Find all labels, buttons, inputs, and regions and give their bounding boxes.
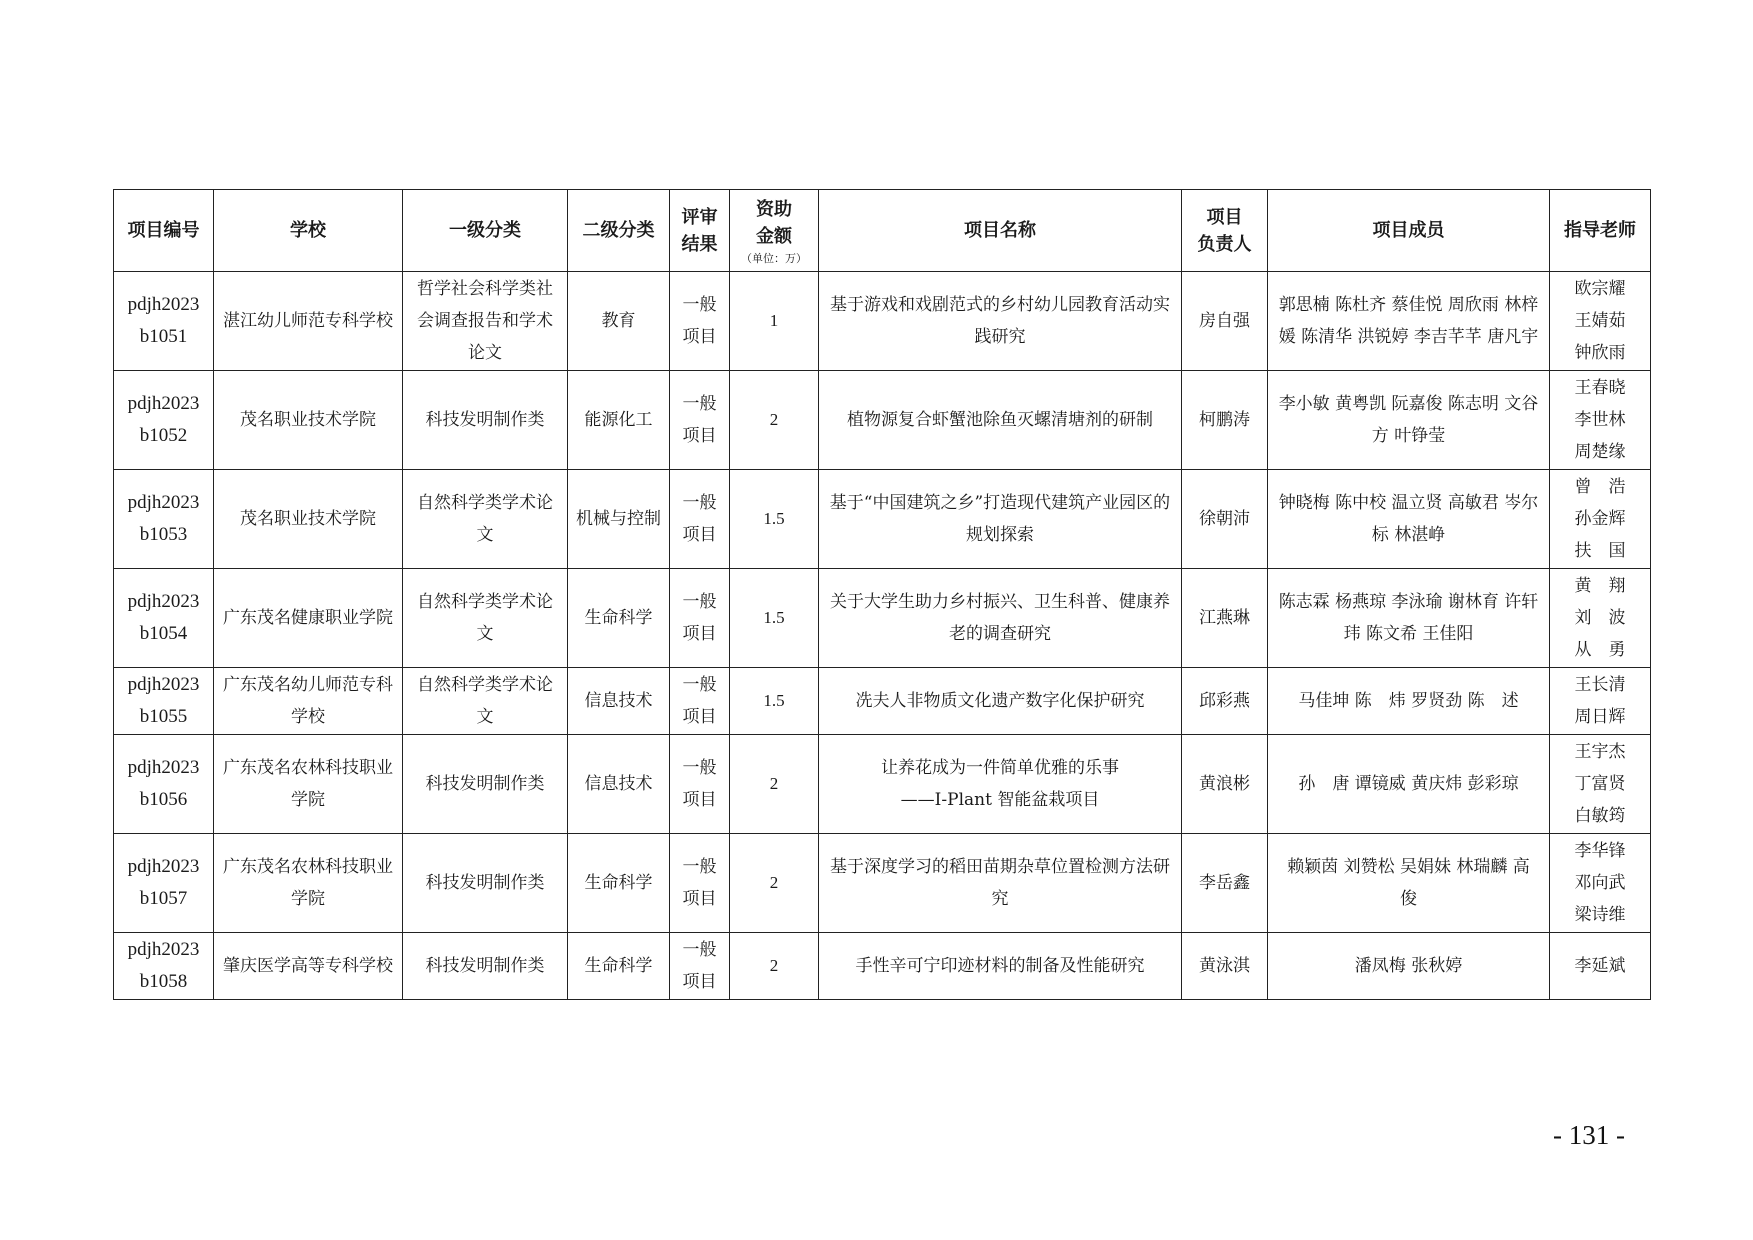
code-line2: b1058 bbox=[139, 971, 188, 992]
code-line1: pdjh2023 bbox=[127, 674, 200, 695]
advisor-2: 丁富贤 bbox=[1574, 774, 1626, 794]
name-cell bbox=[819, 735, 1182, 834]
advisors-cell bbox=[1550, 834, 1651, 933]
name-cell: 手性辛可宁印迹材料的制备及性能研究 bbox=[819, 933, 1182, 1000]
header-amount-line2: 金额 bbox=[756, 225, 792, 247]
members-cell: 陈志霖 杨燕琼 李泳瑜 谢林育 许轩玮 陈文希 王佳阳 bbox=[1268, 569, 1550, 668]
code-line2: b1052 bbox=[139, 425, 188, 446]
code-line2: b1051 bbox=[139, 326, 188, 347]
header-members: 项目成员 bbox=[1268, 190, 1550, 272]
category1-cell: 自然科学类学术论文 bbox=[403, 569, 568, 668]
project-code bbox=[114, 735, 214, 834]
category2-cell: 信息技术 bbox=[568, 668, 670, 735]
result-cell: 一般项目 bbox=[670, 272, 730, 371]
category1-cell: 科技发明制作类 bbox=[403, 834, 568, 933]
table-row bbox=[114, 272, 1651, 371]
name-cell: 基于深度学习的稻田苗期杂草位置检测方法研究 bbox=[819, 834, 1182, 933]
page-number: - 131 - bbox=[1553, 1120, 1625, 1150]
amount-cell: 1.5 bbox=[730, 668, 819, 735]
advisors-cell bbox=[1550, 371, 1651, 470]
advisor-2: 王婧茹 bbox=[1574, 311, 1626, 331]
category2-cell: 信息技术 bbox=[568, 735, 670, 834]
category1-cell: 哲学社会科学类社会调查报告和学术论文 bbox=[403, 272, 568, 371]
amount-cell: 1.5 bbox=[730, 470, 819, 569]
advisors-cell bbox=[1550, 272, 1651, 371]
project-code bbox=[114, 668, 214, 735]
school-cell: 肇庆医学高等专科学校 bbox=[214, 933, 403, 1000]
result-cell: 一般项目 bbox=[670, 834, 730, 933]
category2-cell: 机械与控制 bbox=[568, 470, 670, 569]
category1-cell: 科技发明制作类 bbox=[403, 371, 568, 470]
members-cell: 马佳坤 陈 炜 罗贤劲 陈 述 bbox=[1268, 668, 1550, 735]
project-code bbox=[114, 933, 214, 1000]
advisors-cell bbox=[1550, 668, 1651, 735]
advisor-2: 周日辉 bbox=[1574, 707, 1626, 727]
advisor-3: 钟欣雨 bbox=[1574, 343, 1626, 363]
advisors-cell bbox=[1550, 933, 1651, 1000]
leader-cell: 徐朝沛 bbox=[1182, 470, 1268, 569]
leader-cell: 黄浪彬 bbox=[1182, 735, 1268, 834]
header-amount bbox=[730, 190, 819, 272]
school-cell: 广东茂名农林科技职业学院 bbox=[214, 834, 403, 933]
header-row bbox=[114, 190, 1651, 272]
project-code bbox=[114, 272, 214, 371]
code-line1: pdjh2023 bbox=[127, 492, 200, 513]
code-line2: b1054 bbox=[139, 623, 188, 644]
code-line1: pdjh2023 bbox=[127, 939, 200, 960]
advisor-2: 刘 波 bbox=[1574, 608, 1626, 628]
leader-cell: 邱彩燕 bbox=[1182, 668, 1268, 735]
members-cell: 孙 唐 谭镜威 黄庆炜 彭彩琼 bbox=[1268, 735, 1550, 834]
projects-table bbox=[113, 189, 1651, 1000]
result-cell: 一般项目 bbox=[670, 371, 730, 470]
category2-cell: 生命科学 bbox=[568, 834, 670, 933]
category2-cell: 生命科学 bbox=[568, 569, 670, 668]
category1-cell: 自然科学类学术论文 bbox=[403, 470, 568, 569]
advisors-cell bbox=[1550, 470, 1651, 569]
header-category2: 二级分类 bbox=[568, 190, 670, 272]
amount-cell: 2 bbox=[730, 735, 819, 834]
header-result bbox=[670, 190, 730, 272]
members-cell: 潘凤梅 张秋婷 bbox=[1268, 933, 1550, 1000]
leader-cell: 柯鹏涛 bbox=[1182, 371, 1268, 470]
advisor-1: 李华锋 bbox=[1574, 841, 1626, 861]
header-leader-line1: 项目 bbox=[1206, 206, 1243, 228]
header-amount-unit: （单位：万） bbox=[741, 251, 807, 265]
advisor-1: 欧宗耀 bbox=[1574, 279, 1626, 299]
code-line2: b1057 bbox=[139, 888, 188, 909]
name-cell: 基于游戏和戏剧范式的乡村幼儿园教育活动实践研究 bbox=[819, 272, 1182, 371]
advisor-1: 王春晓 bbox=[1574, 378, 1626, 398]
advisor-3: 从 勇 bbox=[1574, 640, 1626, 660]
advisor-1: 李延斌 bbox=[1574, 956, 1626, 976]
header-advisors: 指导老师 bbox=[1550, 190, 1651, 272]
leader-cell: 江燕琳 bbox=[1182, 569, 1268, 668]
code-line1: pdjh2023 bbox=[127, 393, 200, 414]
name-line2: ——I-Plant 智能盆栽项目 bbox=[900, 790, 1100, 810]
advisor-1: 曾 浩 bbox=[1574, 477, 1626, 497]
advisor-2: 李世林 bbox=[1574, 410, 1626, 430]
header-result-line1: 评审 bbox=[681, 206, 718, 228]
amount-cell: 2 bbox=[730, 371, 819, 470]
members-cell: 赖颖茵 刘赞松 吴娟妹 林瑞麟 高 俊 bbox=[1268, 834, 1550, 933]
name-line1: 让养花成为一件简单优雅的乐事 bbox=[881, 758, 1119, 778]
result-cell: 一般项目 bbox=[670, 470, 730, 569]
table-row bbox=[114, 834, 1651, 933]
code-line2: b1053 bbox=[139, 524, 188, 545]
advisors-cell bbox=[1550, 569, 1651, 668]
name-cell: 植物源复合虾蟹池除鱼灭螺清塘剂的研制 bbox=[819, 371, 1182, 470]
advisor-2: 邓向武 bbox=[1574, 873, 1626, 893]
result-cell: 一般项目 bbox=[670, 668, 730, 735]
result-cell: 一般项目 bbox=[670, 569, 730, 668]
header-leader-line2: 负责人 bbox=[1197, 233, 1252, 255]
name-cell: 关于大学生助力乡村振兴、卫生科普、健康养老的调查研究 bbox=[819, 569, 1182, 668]
school-cell: 茂名职业技术学院 bbox=[214, 470, 403, 569]
category1-cell: 科技发明制作类 bbox=[403, 933, 568, 1000]
leader-cell: 黄泳淇 bbox=[1182, 933, 1268, 1000]
table-row bbox=[114, 933, 1651, 1000]
school-cell: 茂名职业技术学院 bbox=[214, 371, 403, 470]
result-cell: 一般项目 bbox=[670, 735, 730, 834]
school-cell: 广东茂名农林科技职业学院 bbox=[214, 735, 403, 834]
header-category1: 一级分类 bbox=[403, 190, 568, 272]
table-row bbox=[114, 668, 1651, 735]
code-line1: pdjh2023 bbox=[127, 591, 200, 612]
school-cell: 湛江幼儿师范专科学校 bbox=[214, 272, 403, 371]
members-cell: 李小敏 黄粤凯 阮嘉俊 陈志明 文谷方 叶铮莹 bbox=[1268, 371, 1550, 470]
advisors-cell bbox=[1550, 735, 1651, 834]
table-row bbox=[114, 735, 1651, 834]
table-row bbox=[114, 470, 1651, 569]
table-row bbox=[114, 569, 1651, 668]
advisor-3: 白敏筠 bbox=[1574, 806, 1626, 826]
project-code bbox=[114, 371, 214, 470]
advisor-1: 王宇杰 bbox=[1574, 742, 1626, 762]
header-school: 学校 bbox=[214, 190, 403, 272]
category2-cell: 生命科学 bbox=[568, 933, 670, 1000]
advisor-3: 扶 国 bbox=[1574, 541, 1626, 561]
amount-cell: 1 bbox=[730, 272, 819, 371]
leader-cell: 李岳鑫 bbox=[1182, 834, 1268, 933]
school-cell: 广东茂名幼儿师范专科学校 bbox=[214, 668, 403, 735]
name-cell: 基于“中国建筑之乡”打造现代建筑产业园区的规划探索 bbox=[819, 470, 1182, 569]
members-cell: 钟晓梅 陈中校 温立贤 高敏君 岑尔标 林湛峥 bbox=[1268, 470, 1550, 569]
header-leader bbox=[1182, 190, 1268, 272]
amount-cell: 2 bbox=[730, 834, 819, 933]
members-cell: 郭思楠 陈杜齐 蔡佳悦 周欣雨 林梓媛 陈清华 洪锐婷 李吉芊芊 唐凡宇 bbox=[1268, 272, 1550, 371]
header-result-line2: 结果 bbox=[681, 233, 718, 255]
project-code bbox=[114, 834, 214, 933]
header-code: 项目编号 bbox=[114, 190, 214, 272]
header-name: 项目名称 bbox=[819, 190, 1182, 272]
leader-cell: 房自强 bbox=[1182, 272, 1268, 371]
code-line2: b1055 bbox=[139, 706, 188, 727]
advisor-3: 周楚缘 bbox=[1574, 442, 1626, 462]
name-cell: 冼夫人非物质文化遗产数字化保护研究 bbox=[819, 668, 1182, 735]
advisor-2: 孙金辉 bbox=[1574, 509, 1626, 529]
result-cell: 一般项目 bbox=[670, 933, 730, 1000]
advisor-3: 梁诗维 bbox=[1574, 905, 1626, 925]
project-code bbox=[114, 569, 214, 668]
category1-cell: 自然科学类学术论文 bbox=[403, 668, 568, 735]
code-line1: pdjh2023 bbox=[127, 856, 200, 877]
category2-cell: 能源化工 bbox=[568, 371, 670, 470]
amount-cell: 2 bbox=[730, 933, 819, 1000]
advisor-1: 王长清 bbox=[1574, 675, 1626, 695]
table-row bbox=[114, 371, 1651, 470]
category2-cell: 教育 bbox=[568, 272, 670, 371]
code-line1: pdjh2023 bbox=[127, 757, 200, 778]
amount-cell: 1.5 bbox=[730, 569, 819, 668]
advisor-1: 黄 翔 bbox=[1574, 576, 1626, 596]
code-line2: b1056 bbox=[139, 789, 188, 810]
code-line1: pdjh2023 bbox=[127, 294, 200, 315]
category1-cell: 科技发明制作类 bbox=[403, 735, 568, 834]
project-code bbox=[114, 470, 214, 569]
header-amount-line1: 资助 bbox=[756, 198, 792, 220]
school-cell: 广东茂名健康职业学院 bbox=[214, 569, 403, 668]
